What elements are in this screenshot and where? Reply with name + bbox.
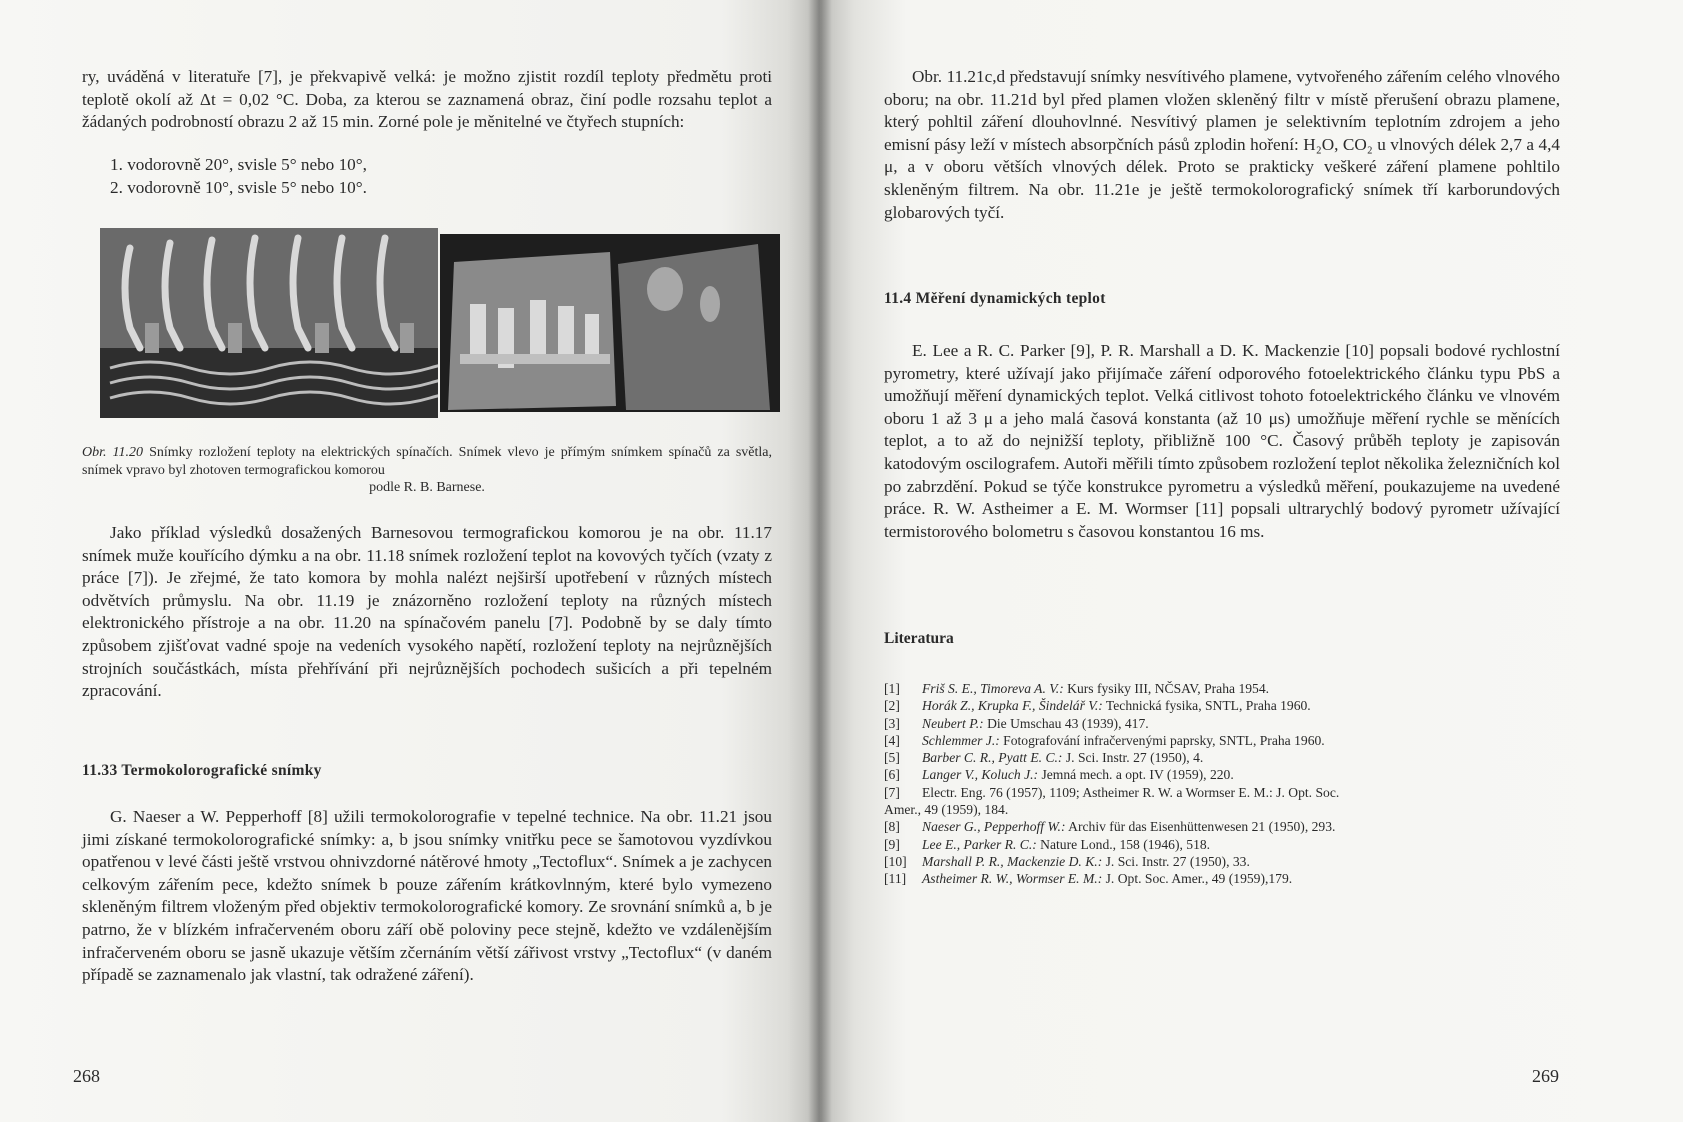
reference-number: [11]	[884, 871, 907, 887]
reference-number: [6]	[884, 767, 900, 783]
reference-item	[884, 870, 1560, 887]
reference-text	[922, 680, 1560, 697]
book-gutter	[808, 0, 832, 1122]
reference-item	[884, 836, 1560, 853]
reference-source: Electr. Eng. 76 (1957), 1109; Astheimer R. W. a Wormser E. M.: J. Opt. Soc.	[922, 784, 1340, 800]
reference-authors: Schlemmer J.:	[922, 732, 1000, 748]
page-number-right: 269	[1532, 1066, 1559, 1086]
reference-source: J. Sci. Instr. 27 (1950), 33.	[1105, 853, 1250, 869]
paragraph-text: G. Naeser a W. Pepperhoff [8] užili termokolorografie v tepelné technice. Na obr. 11.21 jsou jimi získané termokolorografické snímky: a, b jsou snímky vnitřku pece se šamotovou vyzdívkou opatřenou v levé části ještě vrstvou ohnivzdorné nátěrové hmoty „Tectoflux“. Snímek a je zachycen celkovým zářením pece, kdežto snímek b pouze zářením krátkovlnným, které bylo vymezeno skleněným filtrem vloženým před objektiv termokolorografické komory. Ze srovnání snímků a, b je patrno, že v blízkém infračerveném oboru září obě poloviny pece stejně, kdežto ve vzdálenějším infračerveném oboru se jasně ukazuje větším zčernáním větší zářivost vrstvy „Tectoflux“ (v daném případě se zaznamenalo jak vlastní, tak odražené záření).	[82, 807, 772, 985]
reference-item	[884, 697, 1560, 714]
reference-item	[884, 766, 1560, 783]
reference-continuation: Amer., 49 (1959), 184.	[884, 802, 1009, 818]
reference-authors: Friš S. E., Timoreva A. V.:	[922, 681, 1064, 696]
reference-authors: Neubert P.:	[922, 715, 984, 731]
reference-authors: Barber C. R., Pyatt E. C.:	[922, 750, 1063, 766]
reference-text	[922, 749, 1560, 766]
paragraph-text: ry, uváděná v literatuře [7], je překvapivě velká: je možno zjistit rozdíl teploty předmětu proti teplotě okolí až Δt = 0,02 °C. Doba, za kterou se zaznamená obraz, činí podle rozsahu teplot a žádaných podrobností obrazu 2 až 15 min. Zorné pole je měnitelné ve čtyřech stupních:	[82, 67, 772, 132]
figure-11-20	[100, 228, 780, 418]
reference-number: [7]	[884, 784, 900, 800]
left-page	[0, 0, 820, 1122]
list-item: 1. vodorovně 20°, svisle 5° nebo 10°,	[110, 155, 367, 174]
reference-item	[884, 680, 1560, 697]
left-top-paragraph	[82, 66, 772, 134]
reference-source: Technická fysika, SNTL, Praha 1960.	[1105, 698, 1311, 714]
reference-number: [3]	[884, 715, 900, 731]
reference-text	[922, 870, 1560, 887]
list-item: 2. vodorovně 10°, svisle 5° nebo 10°.	[110, 177, 367, 197]
reference-number: [9]	[884, 836, 900, 852]
reference-text	[922, 715, 1560, 732]
caption-text: Snímky rozložení teploty na elektrických spínačích. Snímek vlevo je přímým snímkem spínačů za světla, snímek vpravo byl zhotoven termografickou komorou	[82, 445, 773, 478]
reference-number: [1]	[884, 681, 900, 696]
paragraph-text: Jako příklad výsledků dosažených Barnesovou termografickou komorou je na obr. 11.17 snímek muže kouřícího dýmku a na obr. 11.18 snímek rozložení teplot na kovových tyčích (vzaty z práce [7]). Je zřejmé, že tato komora by mohla nalézt nejširší upotřebení v různých místech odvětvích průmyslu. Na obr. 11.19 je znázorněno rozložení teploty na různých místech elektronického přístroje a na obr. 11.20 na spínačovém panelu [7]. Podobně by se daly tímto způsobem zjišťovat vadné spoje na vedeních vysokého napětí, rozložení teploty na nejrůznějších strojních součástkách, místa přehřívání při nejrůznějších pochodech sušicích a při tepelném zpracování.	[82, 523, 772, 701]
left-paragraph-3	[82, 806, 772, 987]
reference-number: [4]	[884, 732, 900, 748]
reference-item	[884, 853, 1560, 870]
reference-text	[922, 697, 1560, 714]
reference-source: Kurs fysiky III, NČSAV, Praha 1954.	[1067, 681, 1270, 696]
reference-number: [5]	[884, 750, 900, 766]
section-heading-11-33: 11.33 Termokolorografické snímky	[82, 762, 322, 779]
figure-caption	[82, 444, 772, 497]
reference-source: Archiv für das Eisenhüttenwesen 21 (1950), 293.	[1068, 819, 1336, 835]
reference-source: J. Sci. Instr. 27 (1950), 4.	[1065, 750, 1204, 766]
reference-authors: Horák Z., Krupka F., Šindelář V.:	[922, 698, 1103, 714]
field-of-view-list	[110, 154, 670, 199]
reference-number: [8]	[884, 819, 900, 835]
literature-heading: Literatura	[884, 630, 954, 647]
reference-source: J. Opt. Soc. Amer., 49 (1959),179.	[1105, 871, 1293, 887]
reference-text	[922, 766, 1560, 783]
reference-authors: Marshall P. R., Mackenzie D. K.:	[922, 853, 1103, 869]
thermograph-photo	[440, 234, 780, 412]
reference-item	[884, 784, 1560, 801]
reference-text	[922, 836, 1560, 853]
right-paragraph-2	[884, 340, 1560, 543]
caption-last-line: podle R. B. Barnese.	[369, 480, 485, 495]
reference-item	[884, 732, 1560, 749]
reference-text	[922, 818, 1560, 835]
reference-source: Die Umschau 43 (1939), 417.	[987, 715, 1149, 731]
reference-authors: Lee E., Parker R. C.:	[922, 836, 1037, 852]
switch-photo	[100, 228, 438, 418]
reference-item	[884, 749, 1560, 766]
reference-text	[922, 732, 1560, 749]
reference-source: Nature Lond., 158 (1946), 518.	[1040, 836, 1211, 852]
right-top-paragraph	[884, 66, 1560, 224]
reference-authors: Astheimer R. W., Wormser E. M.:	[922, 871, 1103, 887]
caption-label: Obr. 11.20	[82, 445, 144, 460]
reference-source: Fotografování infračervenými paprsky, SNTL, Praha 1960.	[1003, 732, 1325, 748]
reference-text	[922, 853, 1560, 870]
reference-authors: Langer V., Koluch J.:	[922, 767, 1039, 783]
page-number-left: 268	[73, 1066, 100, 1086]
left-paragraph-2	[82, 522, 772, 703]
paragraph-text: E. Lee a R. C. Parker [9], P. R. Marshall a D. K. Mackenzie [10] popsali bodové rychlostní pyrometry, které užívají jako přijímače záření odporového fotoelektrického článku typu PbS a umožňují měření dynamických teplot. Velká citlivost tohoto fotoelektrického článku ve vlnovém oboru 1 až 3 μ a jeho malá časová konstanta (až 10 μs) umožňuje měření rychle se měnících teplot, a to až do nejnižší teploty, přibližně 100 °C. Časový průběh teploty je zapisován katodovým oscilografem. Autoři měřili tímto způsobem rozložení teplot několika železničních kol po zabrzdění. Pokud se týče konstrukce pyrometru a výsledků měření, poukazujeme na uvedené práce. R. W. Astheimer a E. M. Wormser [11] popsali ultrarychlý bodový pyrometr užívající termistorového bolometru s časovou konstantou 16 ms.	[884, 341, 1560, 541]
reference-number: [2]	[884, 698, 900, 714]
reference-number: [10]	[884, 853, 907, 869]
paragraph-text: Obr. 11.21c,d představují snímky nesvítivého plamene, vytvořeného zářením celého vlnového oboru; na obr. 11.21d byl před plamen vložen skleněný filtr v místě přerušení obrazu plamene, který pohltil záření dlouhovlnné. Nesvítivý plamen je selektivním teplotním zdrojem a jeho emisní pásy leží v místech absorpčních pásů zplodin hoření: H₂O, CO₂ u vlnových délek 2,7 a 4,4 μ, a v oboru větších vlnových délek. Proto se prakticky veškeré záření plamene pohltilo skleněným filtrem. Na obr. 11.21e je ještě termokolorografický snímek tří karborundových globarových tyčí.	[884, 67, 1560, 222]
section-heading-11-4: 11.4 Měření dynamických teplot	[884, 290, 1106, 307]
reference-text	[922, 784, 1560, 801]
reference-list	[884, 680, 1560, 888]
reference-item	[884, 715, 1560, 732]
reference-authors: Naeser G., Pepperhoff W.:	[922, 819, 1066, 835]
reference-item	[884, 818, 1560, 835]
reference-source: Jemná mech. a opt. IV (1959), 220.	[1041, 767, 1234, 783]
